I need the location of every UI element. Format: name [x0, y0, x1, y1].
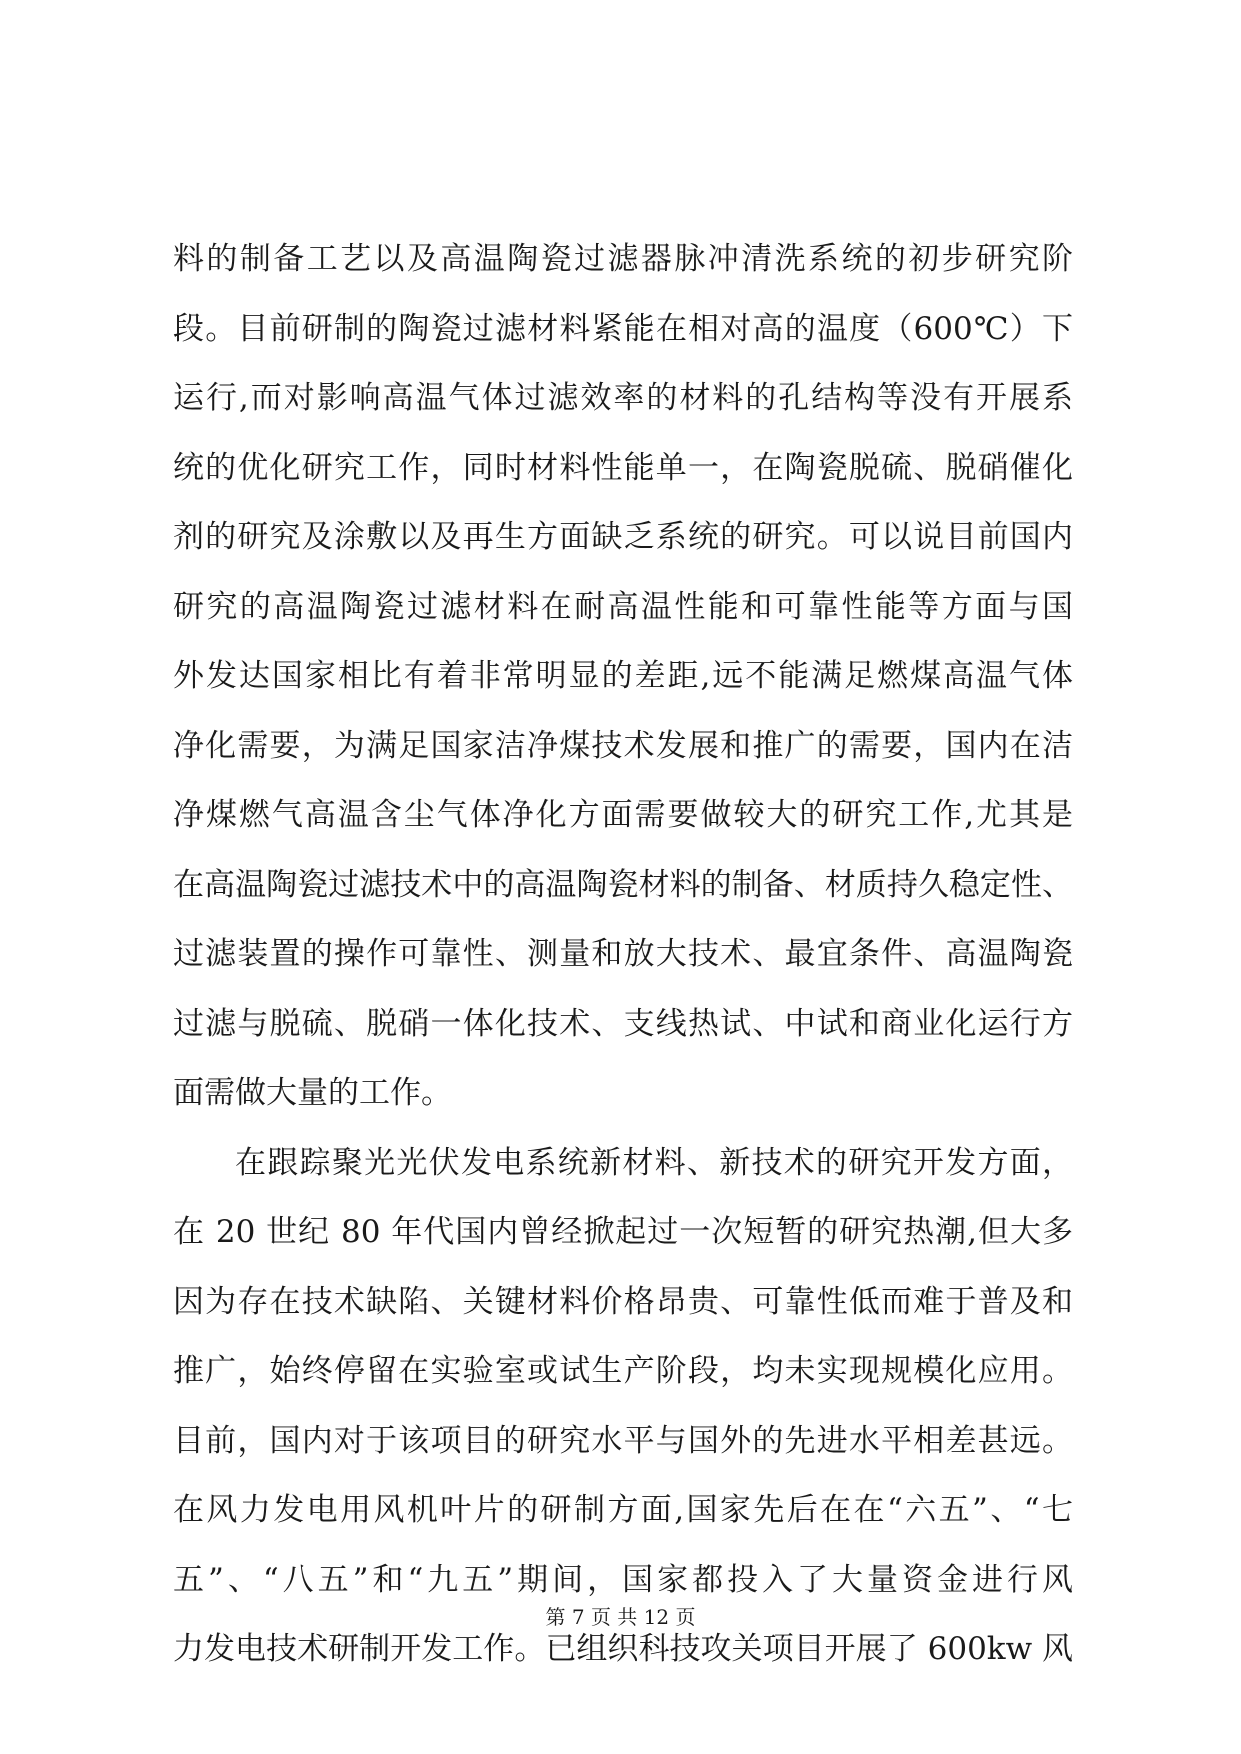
- body-text: [173, 225, 1073, 1685]
- text-line: 因为存在技术缺陷、关键材料价格昂贵、可靠性低而难于普及和: [173, 1283, 1073, 1320]
- text-line: 力发电技术研制开发工作。已组织科技攻关项目开展了 600kw 风: [173, 1631, 1073, 1667]
- text-line: 五”、“八五”和“九五”期间，国家都投入了大量资金进行风: [173, 1561, 1073, 1598]
- text-line: 剂的研究及涂敷以及再生方面缺乏系统的研究。可以说目前国内: [173, 519, 1073, 555]
- text-line: 统的优化研究工作，同时材料性能单一，在陶瓷脱硫、脱硝催化: [173, 449, 1073, 486]
- text-line: 在风力发电用风机叶片的研制方面,国家先后在在“六五”、“七: [173, 1492, 1073, 1528]
- text-line: 推广，始终停留在实验室或试生产阶段，均未实现规模化应用。: [173, 1353, 1073, 1389]
- text-line: 段。目前研制的陶瓷过滤材料紧能在相对高的温度（600℃）下: [173, 310, 1073, 347]
- text-line: 在高温陶瓷过滤技术中的高温陶瓷材料的制备、材质持久稳定性、: [173, 866, 1073, 903]
- text-line: 过滤装置的操作可靠性、测量和放大技术、最宜条件、高温陶瓷: [173, 936, 1073, 972]
- text-line: 料的制备工艺以及高温陶瓷过滤器脉冲清洗系统的初步研究阶: [173, 241, 1073, 277]
- text-line: 在 20 世纪 80 年代国内曾经掀起过一次短暂的研究热潮,但大多: [173, 1214, 1073, 1250]
- text-line: 净煤燃气高温含尘气体净化方面需要做较大的研究工作,尤其是: [173, 797, 1073, 833]
- text-line: 净化需要，为满足国家洁净煤技术发展和推广的需要，国内在洁: [173, 727, 1073, 764]
- paragraph-2: [173, 1129, 1073, 1685]
- text-line: 运行,而对影响高温气体过滤效率的材料的孔结构等没有开展系: [173, 380, 1073, 416]
- paragraph-1: [173, 225, 1073, 1129]
- text-line: 研究的高温陶瓷过滤材料在耐高温性能和可靠性能等方面与国: [173, 588, 1073, 625]
- text-line: 面需做大量的工作。: [173, 1075, 452, 1111]
- text-line: 目前，国内对于该项目的研究水平与国外的先进水平相差甚远。: [173, 1422, 1073, 1459]
- text-line: 在跟踪聚光光伏发电系统新材料、新技术的研究开发方面，: [235, 1144, 1073, 1181]
- text-line: 过滤与脱硫、脱硝一体化技术、支线热试、中试和商业化运行方: [173, 1005, 1073, 1042]
- text-line: 外发达国家相比有着非常明显的差距,远不能满足燃煤高温气体: [173, 658, 1073, 694]
- page-number-footer: 第 7 页 共 12 页: [545, 1605, 696, 1629]
